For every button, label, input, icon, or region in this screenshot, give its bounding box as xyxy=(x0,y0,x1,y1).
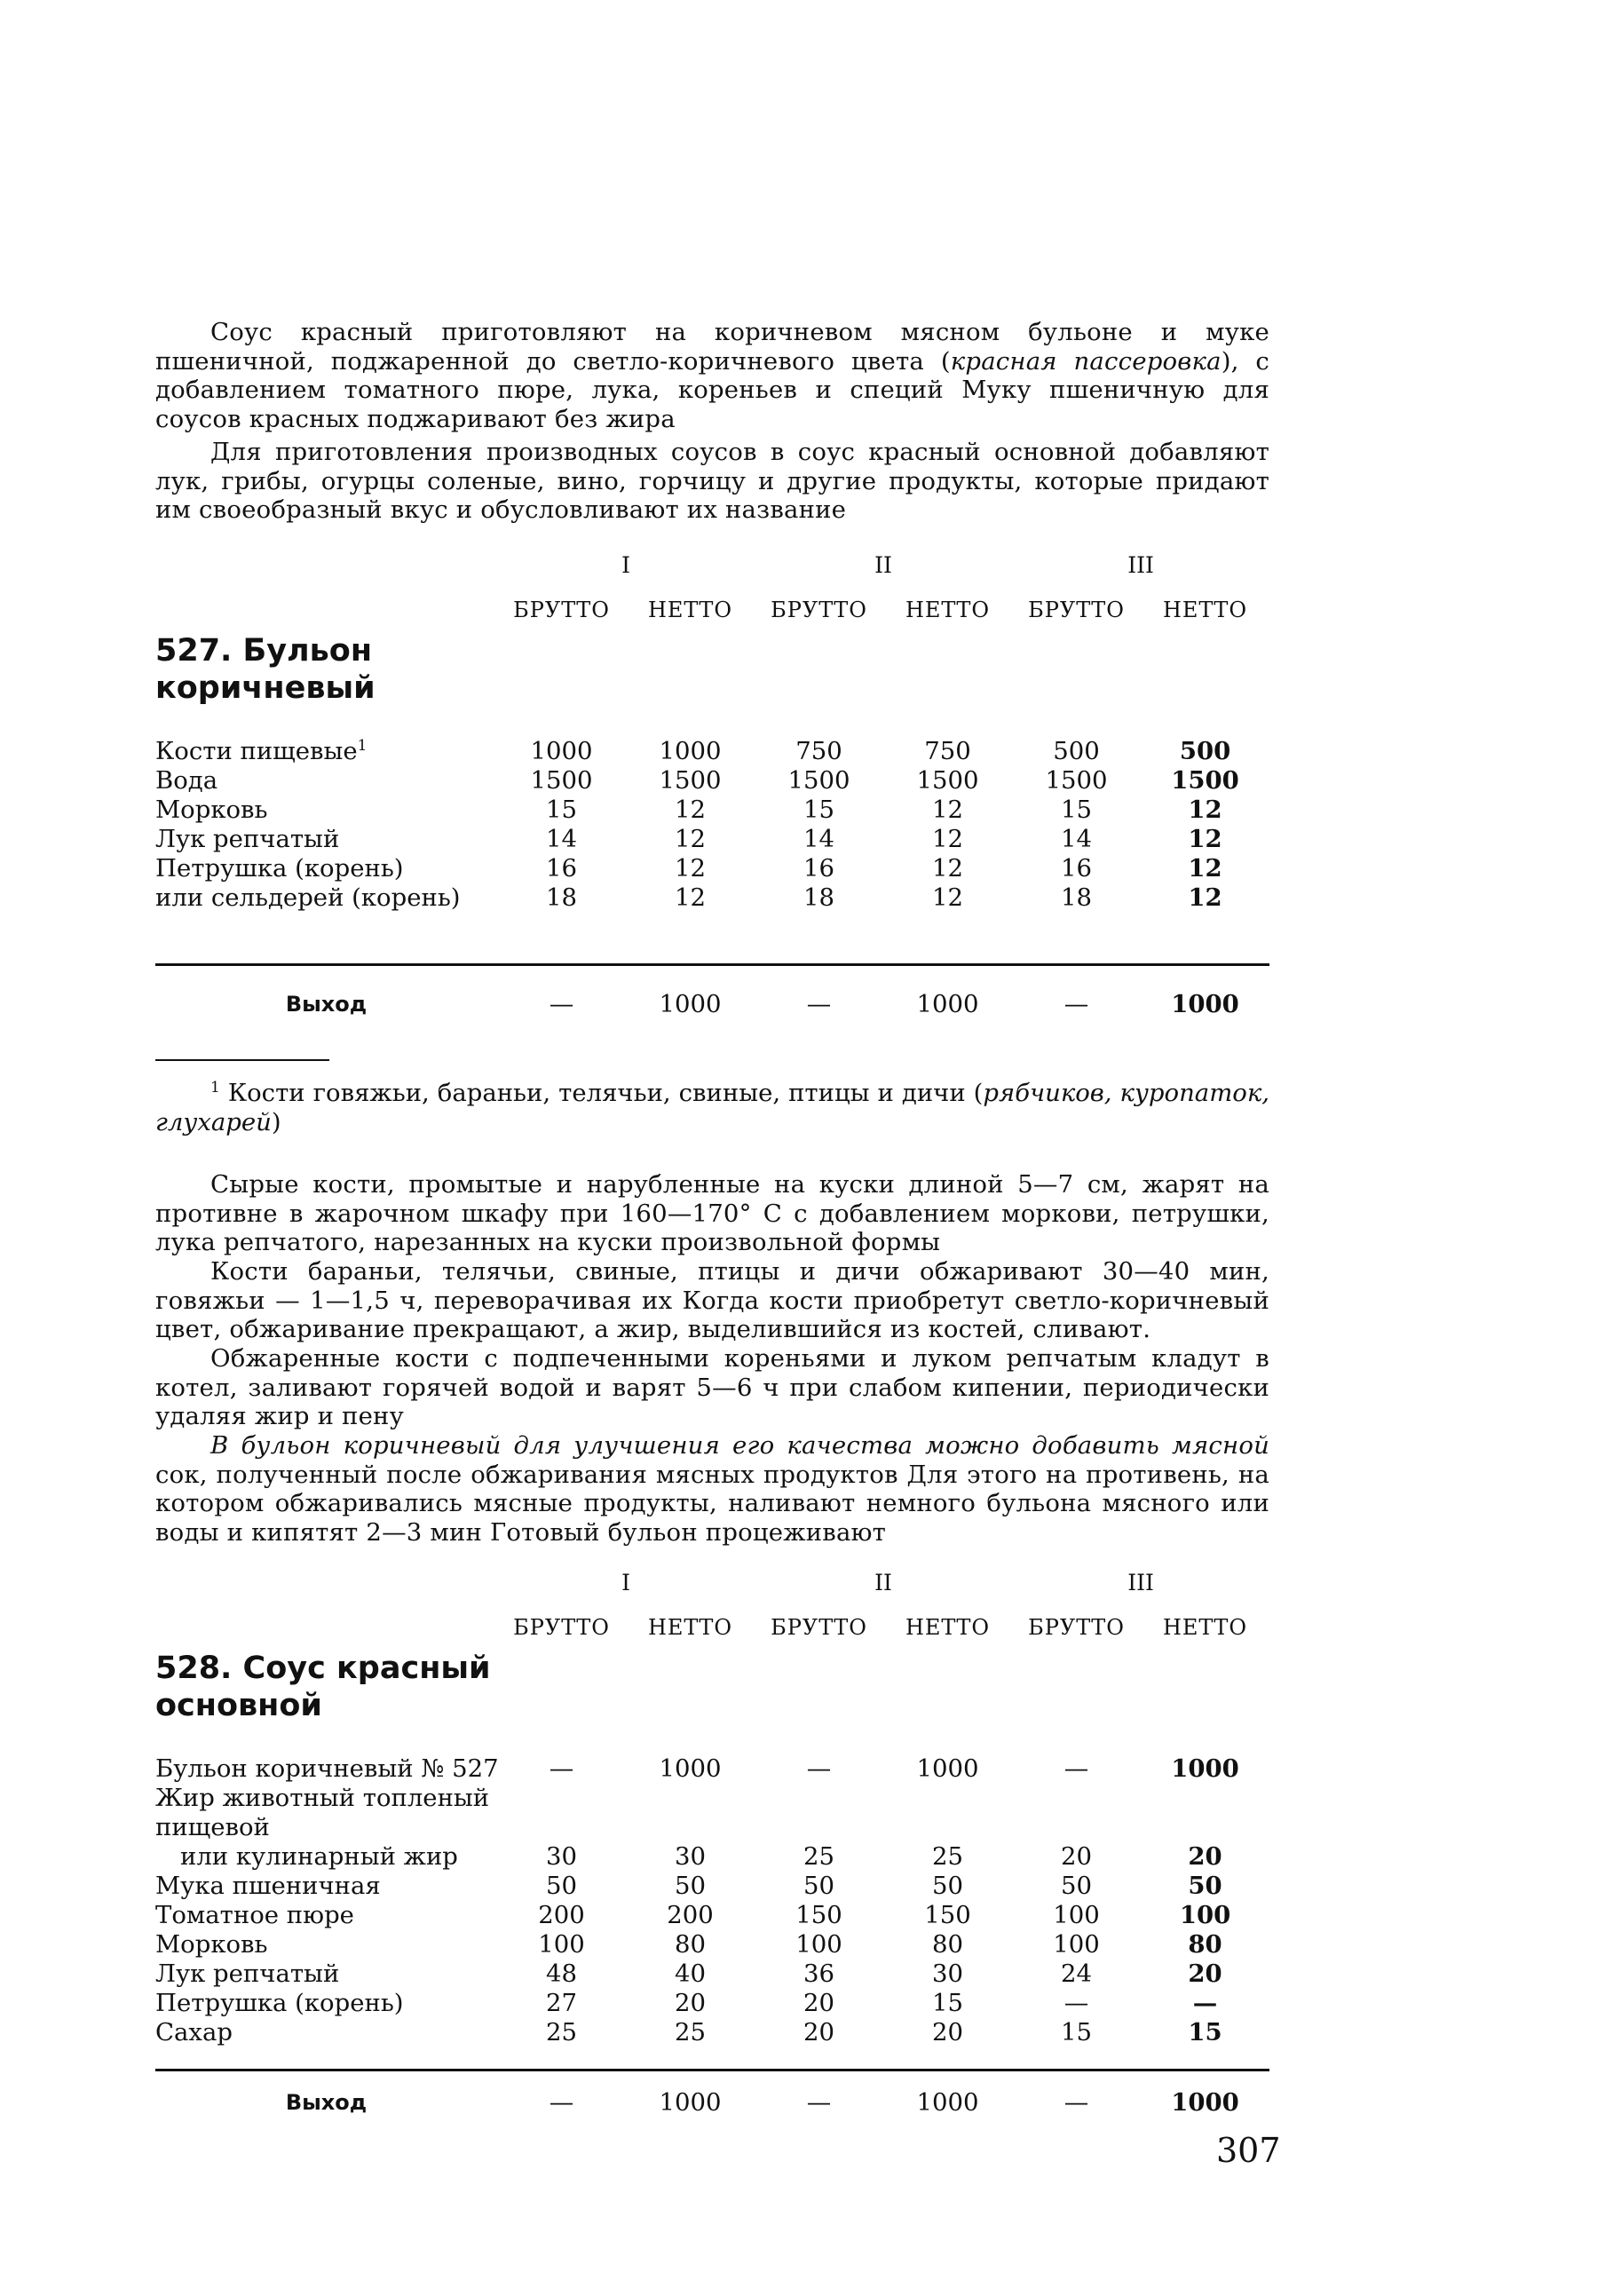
brutto-value: 25 xyxy=(546,2018,577,2047)
brutto-value xyxy=(755,1813,883,1842)
netto-value: 20 xyxy=(1188,1960,1222,1988)
roman-i: I xyxy=(621,552,630,578)
brutto-value: 20 xyxy=(1061,1842,1093,1871)
netto-value: 25 xyxy=(932,1842,964,1871)
ingredient-name: Томатное пюре xyxy=(155,1901,354,1929)
yield-label: Выход xyxy=(285,992,368,1017)
netto-value: 12 xyxy=(1188,796,1222,824)
brutto-value: 14 xyxy=(546,825,577,853)
title-row xyxy=(155,1650,1269,1724)
brutto-value: 200 xyxy=(538,1901,585,1929)
brutto-value: 36 xyxy=(803,1960,835,1988)
netto-value: 15 xyxy=(932,1989,964,2017)
netto-value: 1000 xyxy=(916,1754,979,1783)
yield-value: — xyxy=(806,990,832,1018)
ingredient-rows xyxy=(155,737,1269,913)
brutto-value: 16 xyxy=(1061,854,1093,883)
netto-value: 12 xyxy=(932,854,964,883)
text-run: сок, полученный после обжаривания мясных продуктов Для этого на противень, на котором обжаривались мясные продукты, наливают немного бульона мясного или воды и кипятят 2—3 мин Готовый бульон процеживают xyxy=(155,1460,1269,1547)
netto-value: 20 xyxy=(675,1989,706,2017)
brutto-value: 20 xyxy=(803,2018,835,2047)
brutto-value: 100 xyxy=(1053,1901,1100,1929)
column-header-row xyxy=(155,1605,1269,1650)
brutto-value: 15 xyxy=(546,796,577,824)
netto-value: 1500 xyxy=(916,766,979,795)
ingredient-row xyxy=(155,854,1269,883)
ingredient-name: Кости пищевые$^1$ xyxy=(155,736,368,765)
netto-value: 12 xyxy=(932,796,964,824)
brutto-value: 48 xyxy=(546,1960,577,1988)
ingredient-row xyxy=(155,2018,1269,2047)
ingredient-name: или сельдерей (корень) xyxy=(155,883,461,912)
recipe-title: 528. Соус красный основной xyxy=(155,1651,491,1723)
ingredient-name: Сахар xyxy=(155,2018,233,2047)
brutto-value: 18 xyxy=(546,883,577,912)
recipe-528-yield xyxy=(155,2078,1269,2127)
ingredient-name: Петрушка (корень) xyxy=(155,854,404,883)
netto-value xyxy=(626,1813,755,1842)
intro-paragraph-1 xyxy=(155,318,1269,433)
netto-value xyxy=(1141,1784,1269,1813)
brutto-value: 1500 xyxy=(1045,766,1108,795)
text-run: Кости говяжьи, бараньи, телячьи, свиные, птицы и дичи ( xyxy=(227,1079,984,1107)
col-netto: НЕТТО xyxy=(647,598,733,622)
netto-value: 1500 xyxy=(659,766,722,795)
yield-value: 1000 xyxy=(659,2088,722,2117)
recipe-527-table xyxy=(155,543,1269,913)
roman-ii: II xyxy=(874,1570,892,1595)
method-paragraph-3: Обжаренные кости с подпеченными кореньями и луком репчатым кладут в котел, заливают горячей водой и варят 5—6 ч при слабом кипении, периодически удаляя жир и пену xyxy=(155,1344,1269,1430)
italic-term: рябчиков, куропаток, глухарей xyxy=(155,1079,1269,1136)
roman-header-row xyxy=(155,543,1269,588)
netto-value: 50 xyxy=(675,1872,706,1900)
netto-value: 30 xyxy=(675,1842,706,1871)
text-run: Соус красный приготовляют на коричневом мясном бульоне и муке пшеничной, поджаренной до светло-коричневого цвета ( xyxy=(155,318,1269,376)
brutto-value xyxy=(1012,1813,1141,1842)
netto-value: 80 xyxy=(932,1930,964,1959)
ingredient-name: Петрушка (корень) xyxy=(155,1989,404,2017)
table-rule xyxy=(155,2069,1269,2071)
ingredient-row xyxy=(155,1930,1269,1960)
brutto-value: — xyxy=(806,1754,832,1783)
footnote-rule xyxy=(155,1059,329,1061)
netto-value: 12 xyxy=(675,883,706,912)
brutto-value: 16 xyxy=(546,854,577,883)
brutto-value: 16 xyxy=(803,854,835,883)
roman-ii: II xyxy=(874,552,892,578)
ingredient-row xyxy=(155,796,1269,825)
ingredient-row xyxy=(155,1784,1269,1813)
netto-value: 12 xyxy=(1188,883,1222,912)
netto-value: 750 xyxy=(924,737,971,765)
netto-value: 200 xyxy=(667,1901,714,1929)
netto-value: 100 xyxy=(1179,1901,1231,1929)
brutto-value: 1500 xyxy=(787,766,850,795)
ingredient-name: Жир животный топленый xyxy=(155,1784,490,1812)
yield-row xyxy=(155,2078,1269,2127)
col-brutto: БРУТТО xyxy=(513,598,610,622)
netto-value: 1500 xyxy=(1171,766,1239,795)
netto-value: 1000 xyxy=(659,737,722,765)
method-paragraph-2: Кости бараньи, телячьи, свиные, птицы и дичи обжаривают 30—40 мин, говяжьи — 1—1,5 ч, переворачивая их Когда кости приобретут светло-коричневый цвет, обжаривание прекращают, а жир, выделившийся из костей, сливают. xyxy=(155,1257,1269,1343)
brutto-value: — xyxy=(549,1754,574,1783)
footnote-mark: 1 xyxy=(210,1078,220,1097)
yield-value: — xyxy=(549,990,574,1018)
brutto-value: 1500 xyxy=(530,766,593,795)
yield-value: 1000 xyxy=(916,990,979,1018)
brutto-value: 24 xyxy=(1061,1960,1093,1988)
netto-value: 1000 xyxy=(659,1754,722,1783)
recipe-title: 527. Бульон коричневый xyxy=(155,633,376,706)
netto-value: 40 xyxy=(675,1960,706,1988)
ingredient-row xyxy=(155,1960,1269,1989)
brutto-value: 100 xyxy=(1053,1930,1100,1959)
brutto-value: 15 xyxy=(1061,2018,1093,2047)
brutto-value: 20 xyxy=(803,1989,835,2017)
italic-term: красная пассеровка xyxy=(950,346,1222,376)
brutto-value xyxy=(1012,1784,1141,1813)
text-run: ) xyxy=(271,1108,281,1136)
ingredient-name: Лук репчатый xyxy=(155,825,340,853)
netto-value: 50 xyxy=(932,1872,964,1900)
netto-value: 80 xyxy=(675,1930,706,1959)
ingredient-row xyxy=(155,1872,1269,1901)
page-number: 307 xyxy=(1216,2131,1281,2170)
netto-value: 1000 xyxy=(1171,1754,1239,1783)
ingredient-name: Вода xyxy=(155,766,218,795)
col-brutto: БРУТТО xyxy=(771,1615,867,1640)
col-brutto: БРУТТО xyxy=(771,598,867,622)
brutto-value: 100 xyxy=(795,1930,842,1959)
brutto-value: 14 xyxy=(803,825,835,853)
col-netto: НЕТТО xyxy=(905,1615,991,1640)
yield-row xyxy=(155,979,1269,1029)
intro-paragraph-2: Для приготовления производных соусов в соус красный основной добавляют лук, грибы, огурцы соленые, вино, горчицу и другие продукты, которые придают им своеобразный вкус и обусловливают их название xyxy=(155,438,1269,524)
brutto-value: 18 xyxy=(803,883,835,912)
netto-value: 15 xyxy=(1188,2018,1222,2047)
col-brutto: БРУТТО xyxy=(513,1615,610,1640)
recipe-527-yield xyxy=(155,979,1269,1029)
ingredient-name: или кулинарный жир xyxy=(180,1842,458,1871)
brutto-value: 27 xyxy=(546,1989,577,2017)
col-netto: НЕТТО xyxy=(1162,1615,1248,1640)
brutto-value: — xyxy=(1063,1989,1089,2017)
method-paragraph-4 xyxy=(155,1431,1269,1547)
ingredient-name: Морковь xyxy=(155,1930,268,1959)
netto-value: 20 xyxy=(932,2018,964,2047)
table-rule xyxy=(155,963,1269,966)
ingredient-row xyxy=(155,1754,1269,1784)
col-netto: НЕТТО xyxy=(647,1615,733,1640)
brutto-value: 25 xyxy=(803,1842,835,1871)
netto-value: 12 xyxy=(675,796,706,824)
yield-value: — xyxy=(806,2088,832,2117)
brutto-value: 750 xyxy=(795,737,842,765)
brutto-value: 50 xyxy=(546,1872,577,1900)
brutto-value: — xyxy=(1063,1754,1089,1783)
brutto-value: 15 xyxy=(1061,796,1093,824)
roman-header-row xyxy=(155,1561,1269,1605)
method-paragraph-1: Сырые кости, промытые и нарубленные на куски длиной 5—7 см, жарят на противне в жарочном шкафу при 160—170° С с добавлением моркови, петрушки, лука репчатого, нарезанных на куски произвольной формы xyxy=(155,1170,1269,1256)
italic-text: В бульон коричневый для улучшения его качества можно добавить мясной xyxy=(210,1431,1269,1460)
netto-value xyxy=(626,1784,755,1813)
col-netto: НЕТТО xyxy=(905,598,991,622)
brutto-value: 500 xyxy=(1053,737,1100,765)
ingredient-name: Мука пшеничная xyxy=(155,1872,381,1900)
yield-value: — xyxy=(1063,990,1089,1018)
col-brutto: БРУТТО xyxy=(1028,598,1125,622)
brutto-value: 14 xyxy=(1061,825,1093,853)
netto-value: 50 xyxy=(1188,1872,1222,1900)
netto-value: 12 xyxy=(675,825,706,853)
ingredient-row xyxy=(155,1989,1269,2018)
brutto-value: 100 xyxy=(538,1930,585,1959)
yield-value: 1000 xyxy=(916,2088,979,2117)
ingredient-name: Морковь xyxy=(155,796,268,824)
ingredient-row xyxy=(155,1842,1269,1872)
ingredient-row xyxy=(155,766,1269,796)
yield-label: Выход xyxy=(285,2090,368,2115)
brutto-value: 50 xyxy=(803,1872,835,1900)
roman-iii: III xyxy=(1127,552,1154,578)
netto-value: 500 xyxy=(1179,737,1231,765)
brutto-value: 1000 xyxy=(530,737,593,765)
netto-value: 12 xyxy=(1188,825,1222,853)
roman-i: I xyxy=(621,1570,630,1595)
netto-value: 12 xyxy=(1188,854,1222,883)
brutto-value: 18 xyxy=(1061,883,1093,912)
column-header-row xyxy=(155,588,1269,632)
netto-value: 80 xyxy=(1188,1930,1222,1959)
netto-value: — xyxy=(1192,1989,1218,2017)
brutto-value xyxy=(497,1813,626,1842)
netto-value xyxy=(883,1813,1012,1842)
footnote-ref: 1 xyxy=(357,736,368,755)
netto-value: 12 xyxy=(932,825,964,853)
netto-value: 30 xyxy=(932,1960,964,1988)
brutto-value: 50 xyxy=(1061,1872,1093,1900)
footnote xyxy=(155,1079,1269,1137)
netto-value: 12 xyxy=(932,883,964,912)
ingredient-rows xyxy=(155,1754,1269,2047)
ingredient-name: Бульон коричневый № 527 xyxy=(155,1754,499,1783)
roman-iii: III xyxy=(1127,1570,1154,1595)
title-row xyxy=(155,632,1269,707)
yield-value: 1000 xyxy=(659,990,722,1018)
yield-value: 1000 xyxy=(1171,990,1239,1018)
netto-value: 20 xyxy=(1188,1842,1222,1871)
netto-value: 150 xyxy=(924,1901,971,1929)
brutto-value: 15 xyxy=(803,796,835,824)
brutto-value xyxy=(497,1784,626,1813)
netto-value xyxy=(1141,1813,1269,1842)
yield-value: 1000 xyxy=(1171,2088,1239,2117)
netto-value xyxy=(883,1784,1012,1813)
ingredient-row xyxy=(155,1813,1269,1842)
netto-value: 12 xyxy=(675,854,706,883)
brutto-value: 150 xyxy=(795,1901,842,1929)
recipe-528-table xyxy=(155,1561,1269,2047)
ingredient-name: Лук репчатый xyxy=(155,1960,340,1988)
yield-value: — xyxy=(1063,2088,1089,2117)
ingredient-row xyxy=(155,1901,1269,1930)
ingredient-name: пищевой xyxy=(155,1813,270,1841)
brutto-value: 30 xyxy=(546,1842,577,1871)
col-brutto: БРУТТО xyxy=(1028,1615,1125,1640)
ingredient-row xyxy=(155,737,1269,766)
col-netto: НЕТТО xyxy=(1162,598,1248,622)
text-run: ), с добавлением томатного пюре, лука, кореньев и специй Муку пшеничную для соусов красных поджаривают без жира xyxy=(155,346,1269,433)
yield-value: — xyxy=(549,2088,574,2117)
ingredient-row xyxy=(155,883,1269,913)
netto-value: 25 xyxy=(675,2018,706,2047)
brutto-value xyxy=(755,1784,883,1813)
ingredient-row xyxy=(155,825,1269,854)
